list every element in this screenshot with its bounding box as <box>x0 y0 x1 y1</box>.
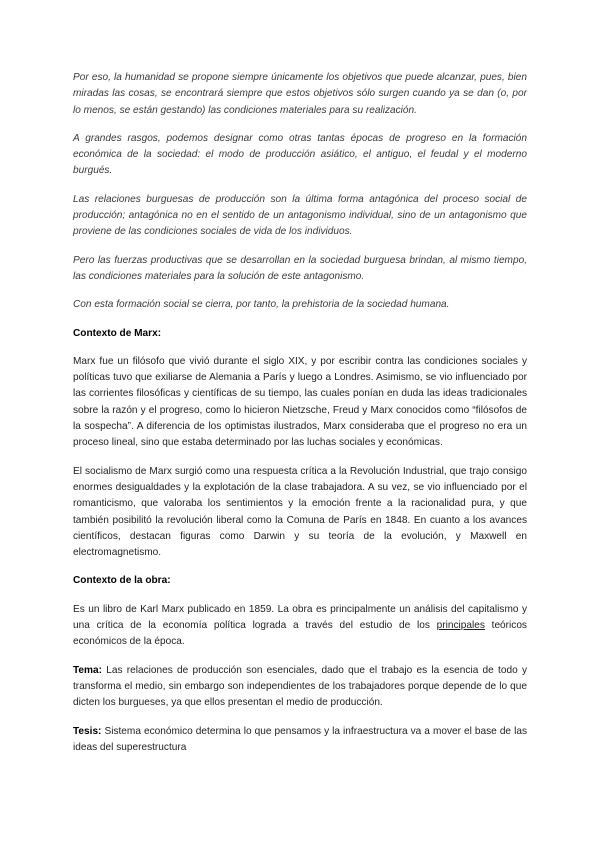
tesis-paragraph <box>73 724 527 757</box>
tesis-text: Sistema económico determina lo que pensamos y la infraestructura va a mover el base de las ideas del superestructura <box>73 725 527 753</box>
underlined-word: principales <box>436 620 485 632</box>
tema-label: Tema: <box>73 664 102 676</box>
section-heading-contexto-marx: Contexto de Marx: <box>73 327 162 339</box>
tema-text: Las relaciones de producción son esenciales, dado que el trabajo es la esencia de todo y transforma el medio, sin embargo son independientes de los trabajadores porque depende de lo que dicten los burgueses, ya que ellos presentan el medio de producción. <box>73 664 527 709</box>
obra-text-start: Es un libro de Karl Marx publicado en 1859. La obra es principalmente un análisis del capitalismo y una crítica de la economía política lograda a través del estudio de los <box>73 603 527 632</box>
quote-paragraph: Las relaciones burguesas de producción son la última forma antagónica del proceso social de producción; antagónica no en el sentido de un antagonismo individual, sino de un antagonismo que proviene de las condiciones sociales de vida de los individuos. <box>73 193 527 238</box>
tema-paragraph <box>73 663 527 712</box>
body-paragraph: El socialismo de Marx surgió como una respuesta crítica a la Revolución Industrial, que trajo consigo enormes desigualdades y la explotación de la clase trabajadora. A su vez, se vio influenciado por el romanticismo, que valoraba los sentimientos y la emoción frente a la racionalidad pura, y que también posibilitó la revolución liberal como la Comuna de París en 1848. En cuanto a los avances científicos, destacan figuras como Darwin y su teoría de la evolución, y Maxwell en electromagnetismo. <box>73 465 527 559</box>
tesis-label: Tesis: <box>73 725 102 737</box>
quote-paragraph: Con esta formación social se cierra, por tanto, la prehistoria de la sociedad humana. <box>73 299 450 311</box>
body-paragraph: Marx fue un filósofo que vivió durante el siglo XIX, y por escribir contra las condiciones sociales y políticas tuvo que exiliarse de Alemania a París y luego a Londres. Asimismo, se vio influenciado por las corrientes filosóficas y científicas de su tiempo, las cuales ponían en duda las ideas tradicionales sobre la razón y el progreso, como lo hicieron Nietzsche, Freud y Marx conocidos como “filósofos de la sospecha”. A diferencia de los optimistas ilustrados, Marx consideraba que el progreso no era un proceso lineal, sino que estaba determinado por las luchas sociales y económicas. <box>73 355 527 449</box>
quote-paragraph: Por eso, la humanidad se propone siempre únicamente los objetivos que puede alcanzar, pues, bien miradas las cosas, se encontrará siempre que estos objetivos sólo surgen cuando ya se dan (o, por lo menos, se están gestando) las condiciones materiales para su realización. <box>73 72 527 116</box>
obra-text-end: teóricos económicos de la época. <box>73 620 527 648</box>
body-paragraph-obra <box>73 602 527 651</box>
section-heading-contexto-obra: Contexto de la obra: <box>73 575 171 587</box>
quote-paragraph: Pero las fuerzas productivas que se desarrollan en la sociedad burguesa brindan, al mismo tiempo, las condiciones materiales para la solución de este antagonismo. <box>73 254 527 282</box>
quote-paragraph: A grandes rasgos, podemos designar como otras tantas épocas de progreso en la formación económica de la sociedad: el modo de producción asiático, el antiguo, el feudal y el moderno burgués. <box>73 132 527 177</box>
